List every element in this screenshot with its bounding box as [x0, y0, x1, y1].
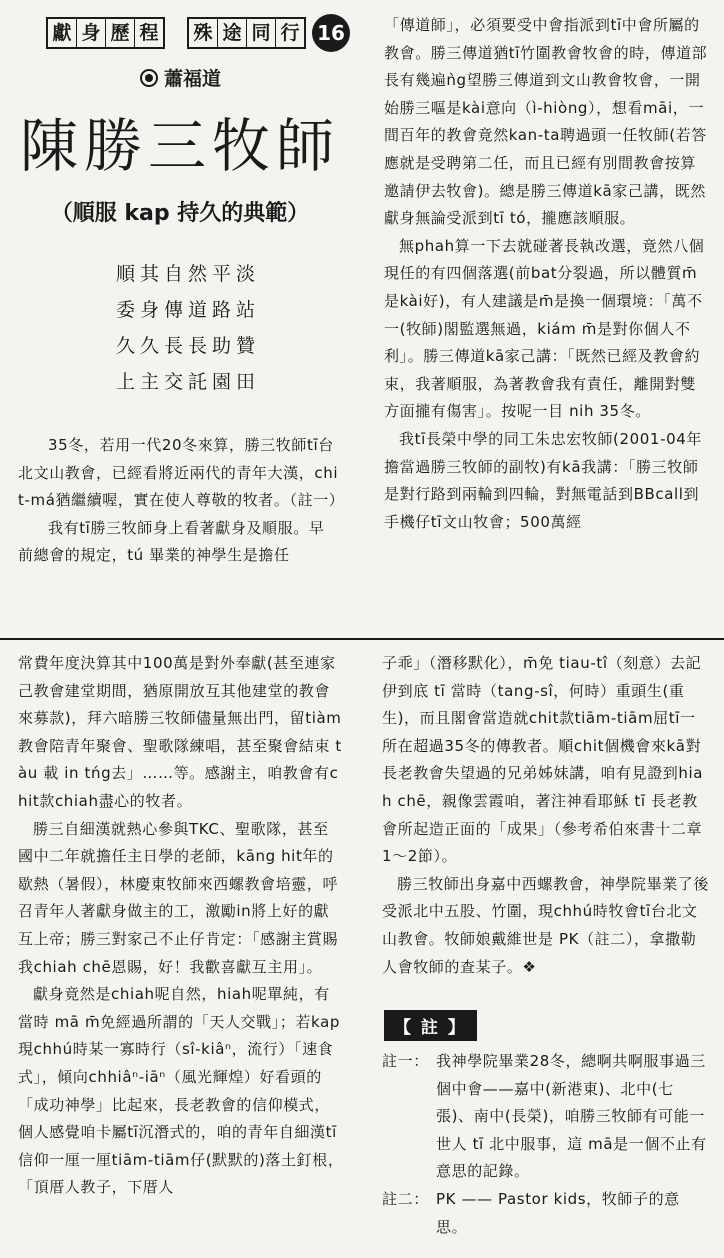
paragraph: 常費年度決算其中100萬是對外奉獻(甚至連家己教會建堂期間，猶原開放互其他建堂的教會來募款)，拜六暗勝三牧師儘量無出門，留tiàm教會陪青年聚會、聖歌隊練唱，甚至聚會結束 tàu 載 in tńg去」……等。感謝主，咱教會有chit款chiah盡心的牧者。 [18, 654, 342, 810]
notes-list [382, 1048, 710, 1241]
section-divider [0, 638, 724, 640]
series-number-badge: 16 [312, 14, 350, 52]
series-char: 身 [77, 19, 106, 47]
paragraph: 獻身竟然是chiah呢自然，hiah呢單純，有當時 mā m̄免經過所謂的「天人交戰」；若kap現chhú時某一寡時行（sî-kiâⁿ，流行）「速食式」，傾向chhiâⁿ-iāⁿ（風光輝煌）好看頭的「成功神學」比起來，長老教會的信仰模式，個人感覺咱卡屬tī沉潛式的，咱的青年自細漢tī信仰一厘一厘tiām-tiām仔(默默的)落土釘根，「頂厝人教子，下厝人 [18, 985, 344, 1197]
upper-left-column [18, 432, 345, 570]
series-char: 殊 [189, 19, 218, 47]
article-title: 陳勝三牧師 [20, 112, 341, 180]
bullet-icon [140, 69, 158, 87]
poem-line: 委身傳道路站 [116, 299, 261, 321]
series-char: 行 [280, 22, 300, 44]
upper-right-column [384, 12, 710, 536]
series-header [46, 14, 350, 52]
author-line [140, 64, 221, 91]
poem-line: 順其自然平淡 [116, 263, 261, 285]
note-text: PK —— Pastor kids，牧師子的意思。 [436, 1189, 680, 1236]
paragraph: 勝三牧師出身嘉中西螺教會，神學院畢業了後受派北中五股、竹圍，現chhú時牧會tī台北文山教會。牧師娘戴維世是 PK（註二），拿撒勒人會牧師的查某子。❖ [382, 874, 710, 976]
paragraph: 我tī長榮中學的同工朱忠宏牧師(2001-04年擔當過勝三牧師的副牧)有kā我講：「勝三牧師是對行路到兩輪到四輪，對無電話到BBcall到手機仔tī文山牧會；500萬經 [384, 429, 702, 531]
poem-line: 上主交託園田 [116, 371, 261, 393]
note-label: 註二： [382, 1189, 429, 1208]
paragraph: 無phah算一下去就碰著長執改選，竟然八個現任的有四個落選(前bat分裂過，所以體質m̄是kài好)，有人建議是m̄是換一個環境：「萬不一(牧師)閣監選無過，kiám m̄是對你個人不利」。勝三傳道kā家己講：「既然已經及教會約束，我著順服，為著教會我有責任，離開對雙方面攏有傷害」。按呢一目 nih 35冬。 [384, 236, 705, 421]
author-name: 蕭福道 [164, 68, 222, 90]
article-subtitle: （順服 kap 持久的典範） [50, 201, 310, 226]
paragraph: 「傳道師」，必須要受中會指派到tī中會所屬的教會。勝三傳道猶tī竹圍教會牧會的時，傳道部長有幾遍ǹg望勝三傳道到文山教會牧會，一開始勝三嘔是kài意向（ì-hiòng），想看māi，一間百年的教會竟然kan-ta聘過頭一任牧師(若答應就是受聘第二任，而且已經有別間教會按算邀請伊去牧會)。總是勝三傳道kā家己講，既然獻身無論受派到tī tó，攏應該順服。 [384, 16, 708, 228]
note-text: 我神學院畢業28冬，總啊共啊服事過三個中會——嘉中(新港東)、北中(七張)、南中(長榮)，咱勝三牧師有可能一世人 tī 北中服事，這 mā是一個不止有意思的記錄。 [436, 1052, 707, 1181]
lower-right-column [382, 650, 710, 981]
lower-left-column [18, 650, 344, 1202]
series-char: 途 [218, 19, 247, 47]
series-char: 程 [139, 22, 159, 44]
note-item [382, 1048, 710, 1186]
paragraph: 子乖」（潛移默化），m̄免 tiau-tî（刻意）去記伊到底 tī 當時（tang-sî，何時）重頭生(重生)，而且閣會當造就chit款tiām-tiām屈tī一所在超過35冬的傳教者。順chit個機會來kā對長老教會失望過的兄弟姊妹講，咱有見證到hiah chē，親像雲霞咱，著注神看耶穌 tī 長老教會所起造正面的「成果」（參考希伯來書十二章 1～2節）。 [382, 654, 704, 866]
notes-heading: 【 註 】 [384, 1010, 477, 1041]
series-char: 同 [247, 19, 276, 47]
note-item [382, 1186, 710, 1241]
series-char: 獻 [48, 19, 77, 47]
poem [116, 256, 260, 400]
series-char: 歷 [106, 19, 135, 47]
poem-line: 久久長長助贊 [116, 335, 261, 357]
series-label-box [46, 17, 165, 49]
paragraph: 我有tī勝三牧師身上看著獻身及順服。早前總會的規定，tú 畢業的神學生是擔任 [18, 518, 325, 565]
note-label: 註一： [382, 1052, 429, 1070]
series-label-box [187, 17, 306, 49]
paragraph: 勝三自細漢就熱心參與TKC、聖歌隊，甚至國中二年就擔任主日學的老師，kāng hit年的歇熱（暑假），林慶東牧師來西螺教會培靈，呼召青年人著獻身做主的工，激勵in將上好的獻互上帝；勝三對家己不止仔肯定：「感謝主賞賜我chiah chē恩賜，好！我歡喜獻互主用」。 [18, 819, 339, 976]
paragraph: 35冬，若用一代20冬來算，勝三牧師tī台北文山教會，已經看將近兩代的青年大漢，chit-má猶繼續喔，實在使人尊敬的牧者。（註一） [18, 436, 345, 510]
